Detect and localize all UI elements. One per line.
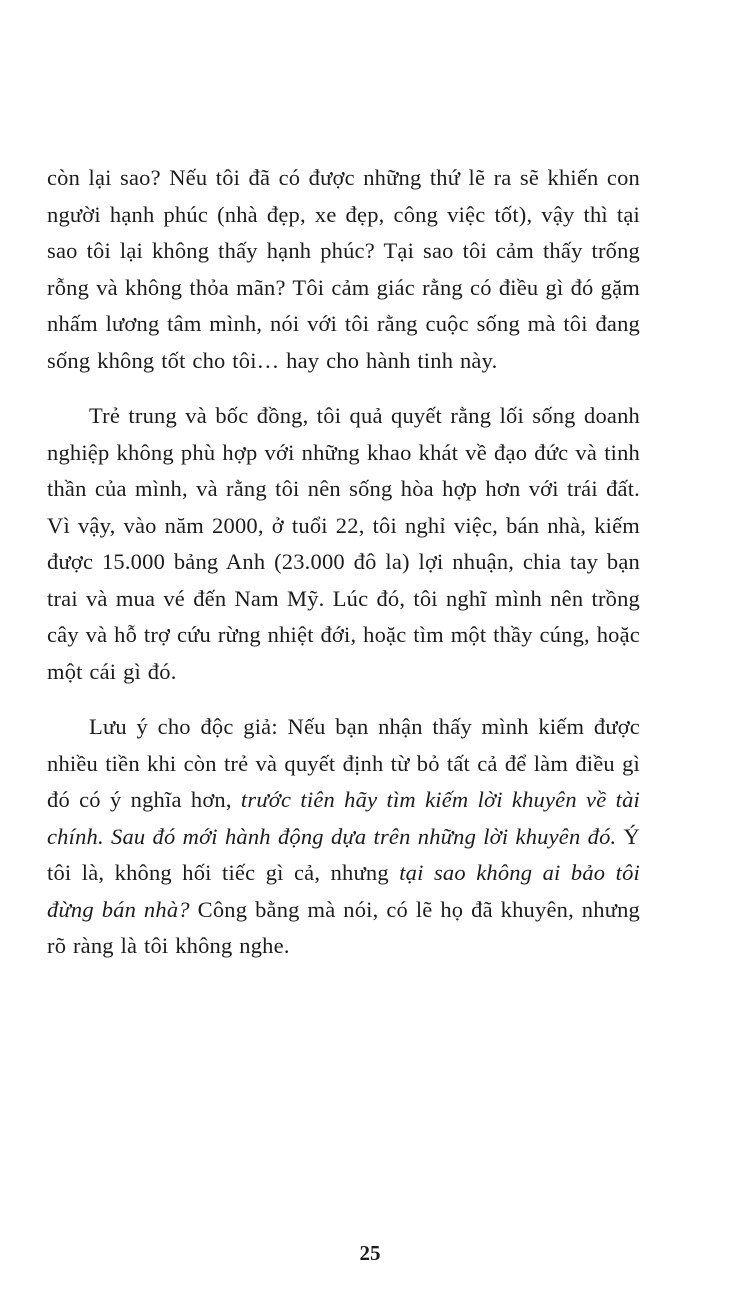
paragraph: [47, 398, 640, 690]
text-run: Trẻ trung và bốc đồng, tôi quả quyết rằng lối sống doanh nghiệp không phù hợp với những khao khát về đạo đức và tinh thần của mình, và rằng tôi nên sống hòa hợp hơn với trái đất. Vì vậy, vào năm 2000, ở tuổi 22, tôi nghỉ việc, bán nhà, kiếm được 15.000 bảng Anh (23.000 đô la) lợi nhuận, chia tay bạn trai và mua vé đến Nam Mỹ. Lúc đó, tôi nghĩ mình nên trồng cây và hỗ trợ cứu rừng nhiệt đới, hoặc tìm một thầy cúng, hoặc một cái gì đó.: [47, 403, 640, 684]
text-run: Ý tôi là, không hối tiếc gì cả, nhưng: [47, 823, 641, 885]
italic-text-run: trước tiên hãy tìm kiếm lời khuyên về tài chính. Sau đó mới hành động dựa trên những lời khuyên đó.: [47, 787, 640, 849]
text-run: Công bằng mà nói, có lẽ họ đã khuyên, nhưng rõ ràng là tôi không nghe.: [47, 896, 640, 958]
paragraph: [47, 160, 640, 379]
page-number: 25: [359, 1241, 381, 1265]
paragraph: [47, 709, 640, 965]
text-block: [47, 160, 640, 984]
text-run: Lưu ý cho độc giả: Nếu bạn nhận thấy mình kiếm được nhiều tiền khi còn trẻ và quyết định từ bỏ tất cả để làm điều gì đó có ý nghĩa hơn,: [47, 714, 640, 812]
text-run: còn lại sao? Nếu tôi đã có được những thứ lẽ ra sẽ khiến con người hạnh phúc (nhà đẹp, xe đẹp, công việc tốt), vậy thì tại sao tôi lại không thấy hạnh phúc? Tại sao tôi cảm thấy trống rỗng và không thỏa mãn? Tôi cảm giác rằng có điều gì đó gặm nhấm lương tâm mình, nói với tôi rằng cuộc sống mà tôi đang sống không tốt cho tôi… hay cho hành tinh này.: [47, 165, 640, 373]
italic-text-run: tại sao không ai bảo tôi đừng bán nhà?: [47, 860, 640, 922]
